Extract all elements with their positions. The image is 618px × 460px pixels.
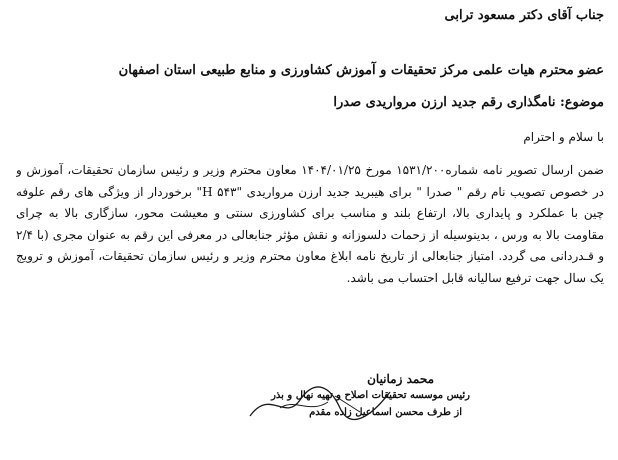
body-line: چین با عملکرد و پایداری بالا، ارتفاع بلند و مناسب برای کشاورزی سنتی و معیشت محور، سازگاری بالا به چرای [16, 206, 604, 221]
signature-block [210, 372, 470, 418]
handwritten-signature-icon [240, 378, 400, 428]
body-line: و قـدردانی می گردد. امتیاز جنابعالی از تاریخ نامه ابلاغ معاون محترم وزیر و رئیس سازمان تحقیقات، آموزش و ترویج [16, 249, 604, 264]
body-line: در خصوص تصویب نام رقم " صدرا " برای هیبرید جدید ارزن مرواریدی "H ۵۴۳" برخوردار از ویژگی های رقم علوفه [16, 184, 604, 199]
body-line: ضمن ارسال تصویر نامه شماره۱۵۳۱/۲۰۰ مورخ ۱۴۰۴/۰۱/۲۵ معاون محترم وزیر و رئیس سازمان تحقیقات، آموزش و [16, 163, 604, 177]
body-line: یک سال جهت ترفیع سالیانه قابل احتساب می باشد. [346, 270, 604, 285]
subject-line: موضوع: نامگذاری رقم جدید ارزن مرواریدی صدرا [333, 95, 604, 110]
on-behalf-line: از طرف محسن اسماعیل زاده مقدم [309, 407, 462, 418]
addressee: جناب آقای دکتر مسعود ترابی [444, 8, 604, 23]
body-line: مقاومت بالا به ورس ، بدینوسیله از زحمات دلسوزانه و نقش مؤثر جنابعالی در معرفی این رقم به عنوان مجری (با ۲/۴ [16, 227, 604, 242]
signatory-name: محمد زمانیان [367, 372, 434, 386]
letter-body [16, 160, 604, 290]
greeting: با سلام و احترام [523, 130, 604, 144]
signatory-title: رئیس موسسه تحقیقات اصلاح و تهیه نهال و بذر [271, 390, 470, 401]
member-line: عضو محترم هیات علمی مرکز تحقیقات و آموزش کشاورزی و منابع طبیعی استان اصفهان [118, 63, 604, 78]
